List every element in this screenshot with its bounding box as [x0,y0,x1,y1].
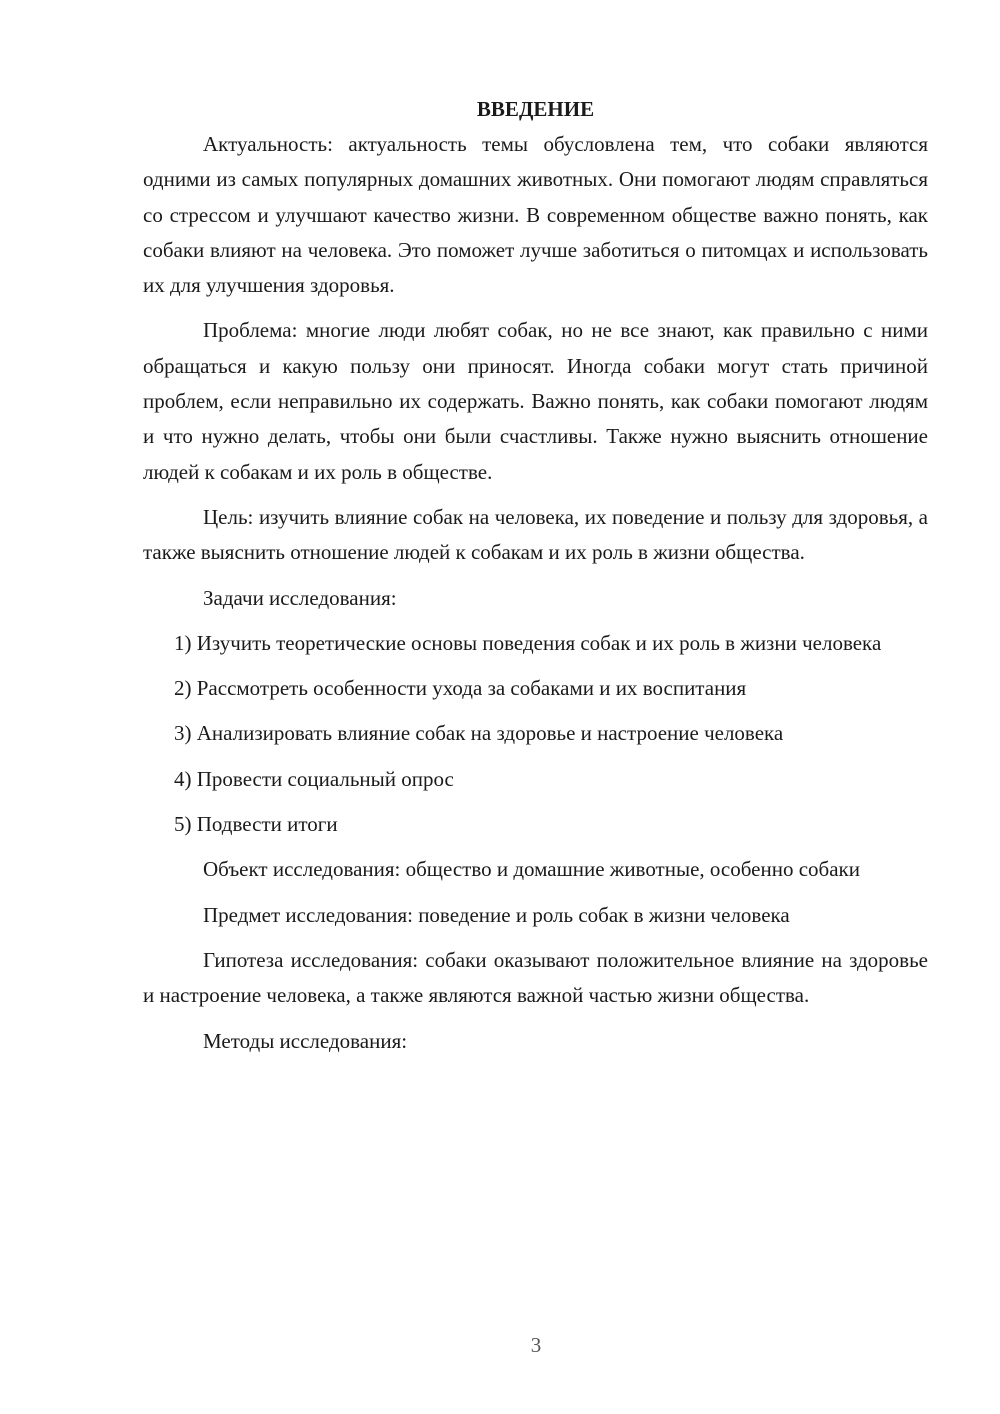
list-item: 1) Изучить теоретические основы поведения собак и их роль в жизни человека [174,630,882,655]
list-item: 5) Подвести итоги [174,812,338,837]
paragraph-goal: Цель: изучить влияние собак на человека, их поведение и пользу для здоровья, а также выяснить отношение людей к собакам и их роль в жизни общества. [143,504,928,565]
methods-heading: Методы исследования: [203,1028,408,1053]
paragraph-relevance: Актуальность: актуальность темы обусловлена тем, что собаки являются одними из самых популярных домашних животных. Они помогают людям справляться со стрессом и улучшают качество жизни. В современном обществе важно понять, как собаки влияют на человека. Это поможет лучше заботиться о питомцах и использовать их для улучшения здоровья. [143,132,928,298]
paragraph-problem: Проблема: многие люди любят собак, но не все знают, как правильно с ними обращаться и какую пользу они приносят. Иногда собаки могут стать причиной проблем, если неправильно их содержать. Важно понять, как собаки помогают людям и что нужно делать, чтобы они были счастливы. Также нужно выяснить отношение людей к собакам и их роль в обществе. [143,318,928,484]
tasks-heading: Задачи исследования: [203,585,397,610]
tasks-list [143,626,928,842]
list-item: 2) Рассмотреть особенности ухода за собаками и их воспитания [174,676,747,701]
document-page [143,92,928,1069]
paragraph-subject: Предмет исследования: поведение и роль собак в жизни человека [203,902,790,927]
paragraph-object: Объект исследования: общество и домашние животные, особенно собаки [203,857,860,882]
page-number: 3 [530,1333,542,1357]
paragraph-hypothesis: Гипотеза исследования: собаки оказывают положительное влияние на здоровье и настроение человека, а также являются важной частью жизни общества. [143,947,928,1008]
section-title: ВВЕДЕНИЕ [476,97,595,121]
list-item: 4) Провести социальный опрос [174,766,454,791]
list-item: 3) Анализировать влияние собак на здоровье и настроение человека [174,721,784,746]
